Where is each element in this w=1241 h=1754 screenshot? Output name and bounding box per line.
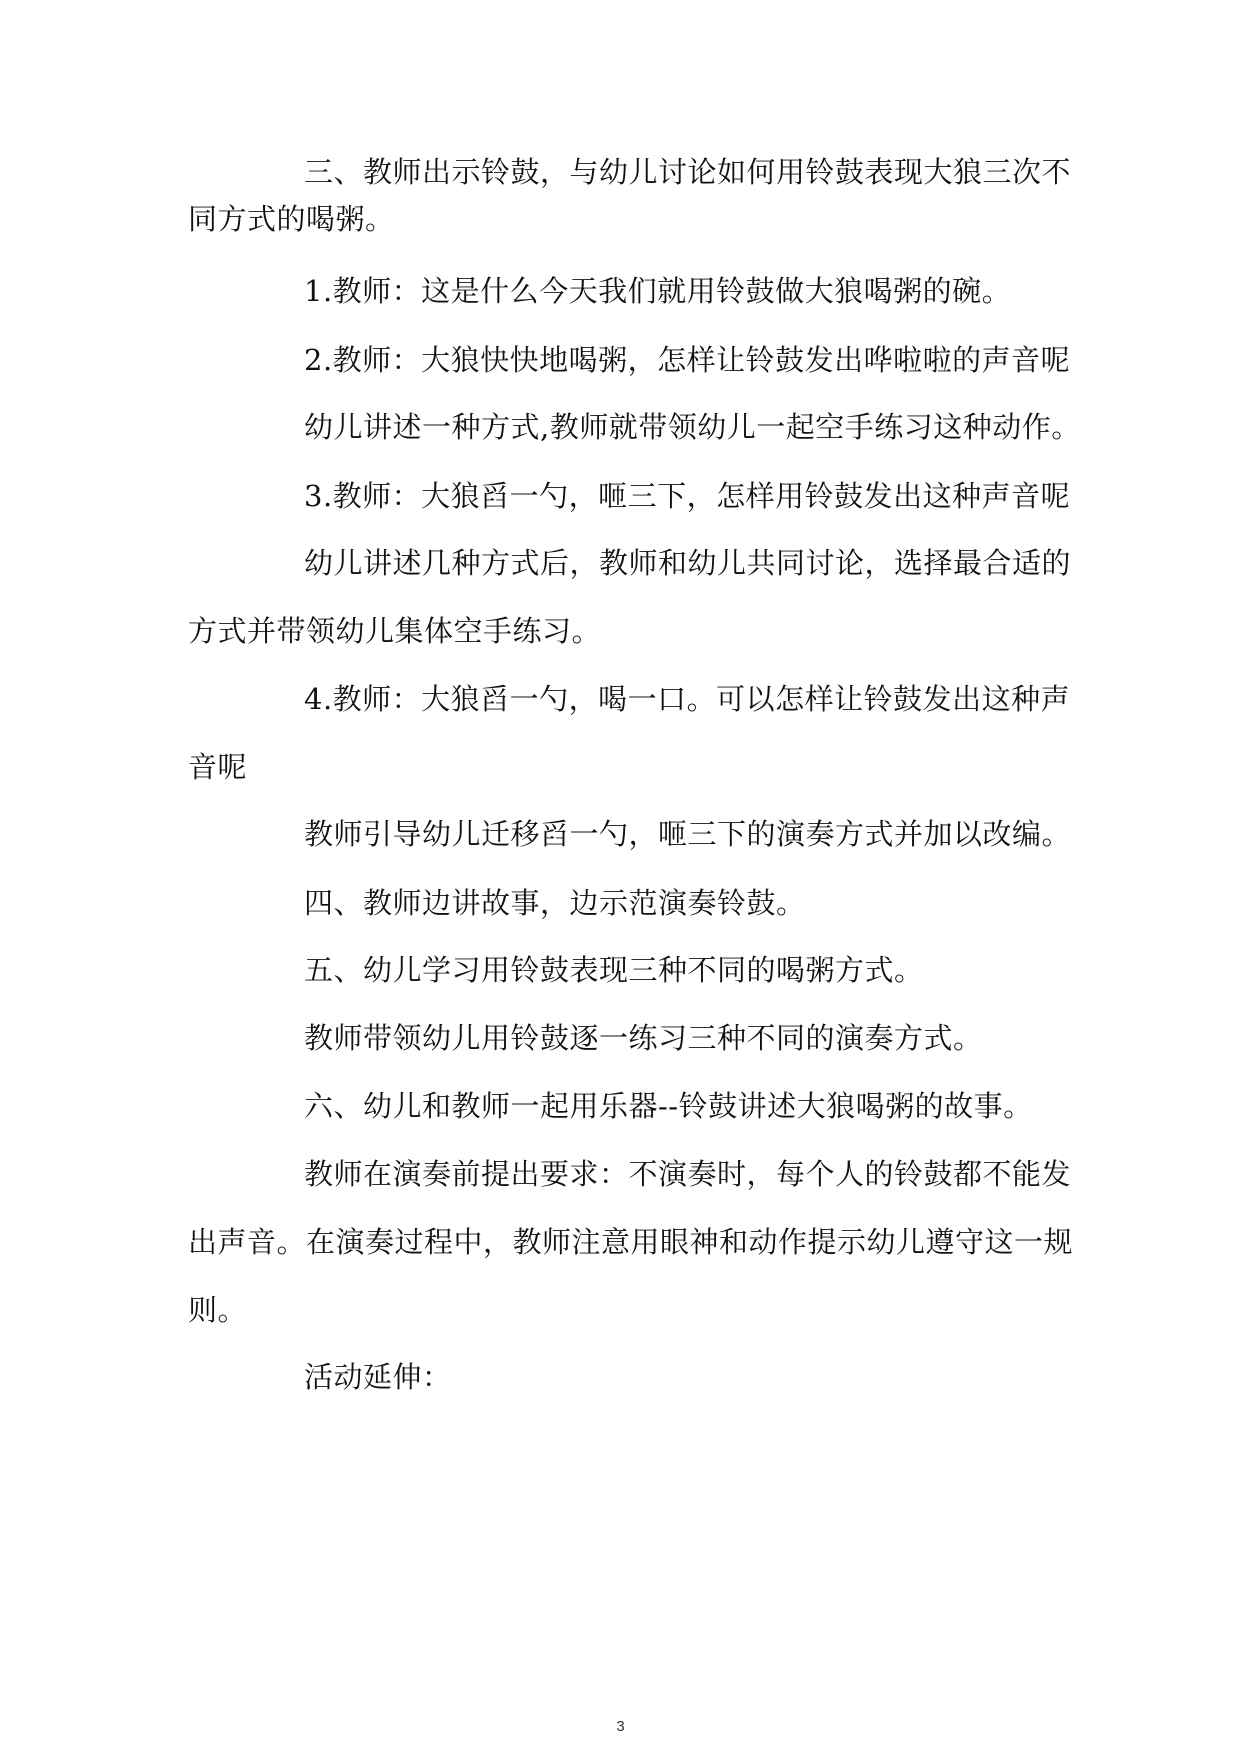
paragraph-line: 四、教师边讲故事，边示范演奏铃鼓。 <box>304 886 806 920</box>
paragraph-line: 五、幼儿学习用铃鼓表现三种不同的喝粥方式。 <box>304 953 924 987</box>
paragraph-line: 六、幼儿和教师一起用乐器--铃鼓讲述大狼喝粥的故事。 <box>304 1089 1033 1123</box>
paragraph-line: 同方式的喝粥。 <box>188 202 395 236</box>
paragraph-line: 三、教师出示铃鼓，与幼儿讨论如何用铃鼓表现大狼三次不 <box>304 155 1072 189</box>
paragraph-line: 教师引导幼儿迁移舀一勺，咂三下的演奏方式并加以改编。 <box>304 817 1072 851</box>
paragraph-line: 幼儿讲述几种方式后，教师和幼儿共同讨论，选择最合适的 <box>304 546 1072 580</box>
paragraph-line: 活动延伸： <box>304 1360 452 1394</box>
paragraph-line: 4.教师：大狼舀一勺，喝一口。可以怎样让铃鼓发出这种声 <box>304 682 1071 716</box>
paragraph-line: 幼儿讲述一种方式,教师就带领幼儿一起空手练习这种动作。 <box>304 410 1081 444</box>
page-number: 3 <box>616 1718 625 1735</box>
paragraph-line: 音呢 <box>188 750 248 784</box>
paragraph-line: 则。 <box>188 1293 248 1327</box>
paragraph-line: 1.教师：这是什么今天我们就用铃鼓做大狼喝粥的碗。 <box>304 274 1012 308</box>
paragraph-line: 教师带领幼儿用铃鼓逐一练习三种不同的演奏方式。 <box>304 1021 983 1055</box>
paragraph-line: 方式并带领幼儿集体空手练习。 <box>188 614 602 648</box>
paragraph-line: 3.教师：大狼舀一勺，咂三下，怎样用铃鼓发出这种声音呢 <box>304 479 1071 513</box>
paragraph-line: 2.教师：大狼快快地喝粥，怎样让铃鼓发出哗啦啦的声音呢 <box>304 343 1071 377</box>
paragraph-line: 出声音。在演奏过程中，教师注意用眼神和动作提示幼儿遵守这一规 <box>188 1225 1074 1259</box>
paragraph-line: 教师在演奏前提出要求：不演奏时，每个人的铃鼓都不能发 <box>304 1157 1072 1191</box>
